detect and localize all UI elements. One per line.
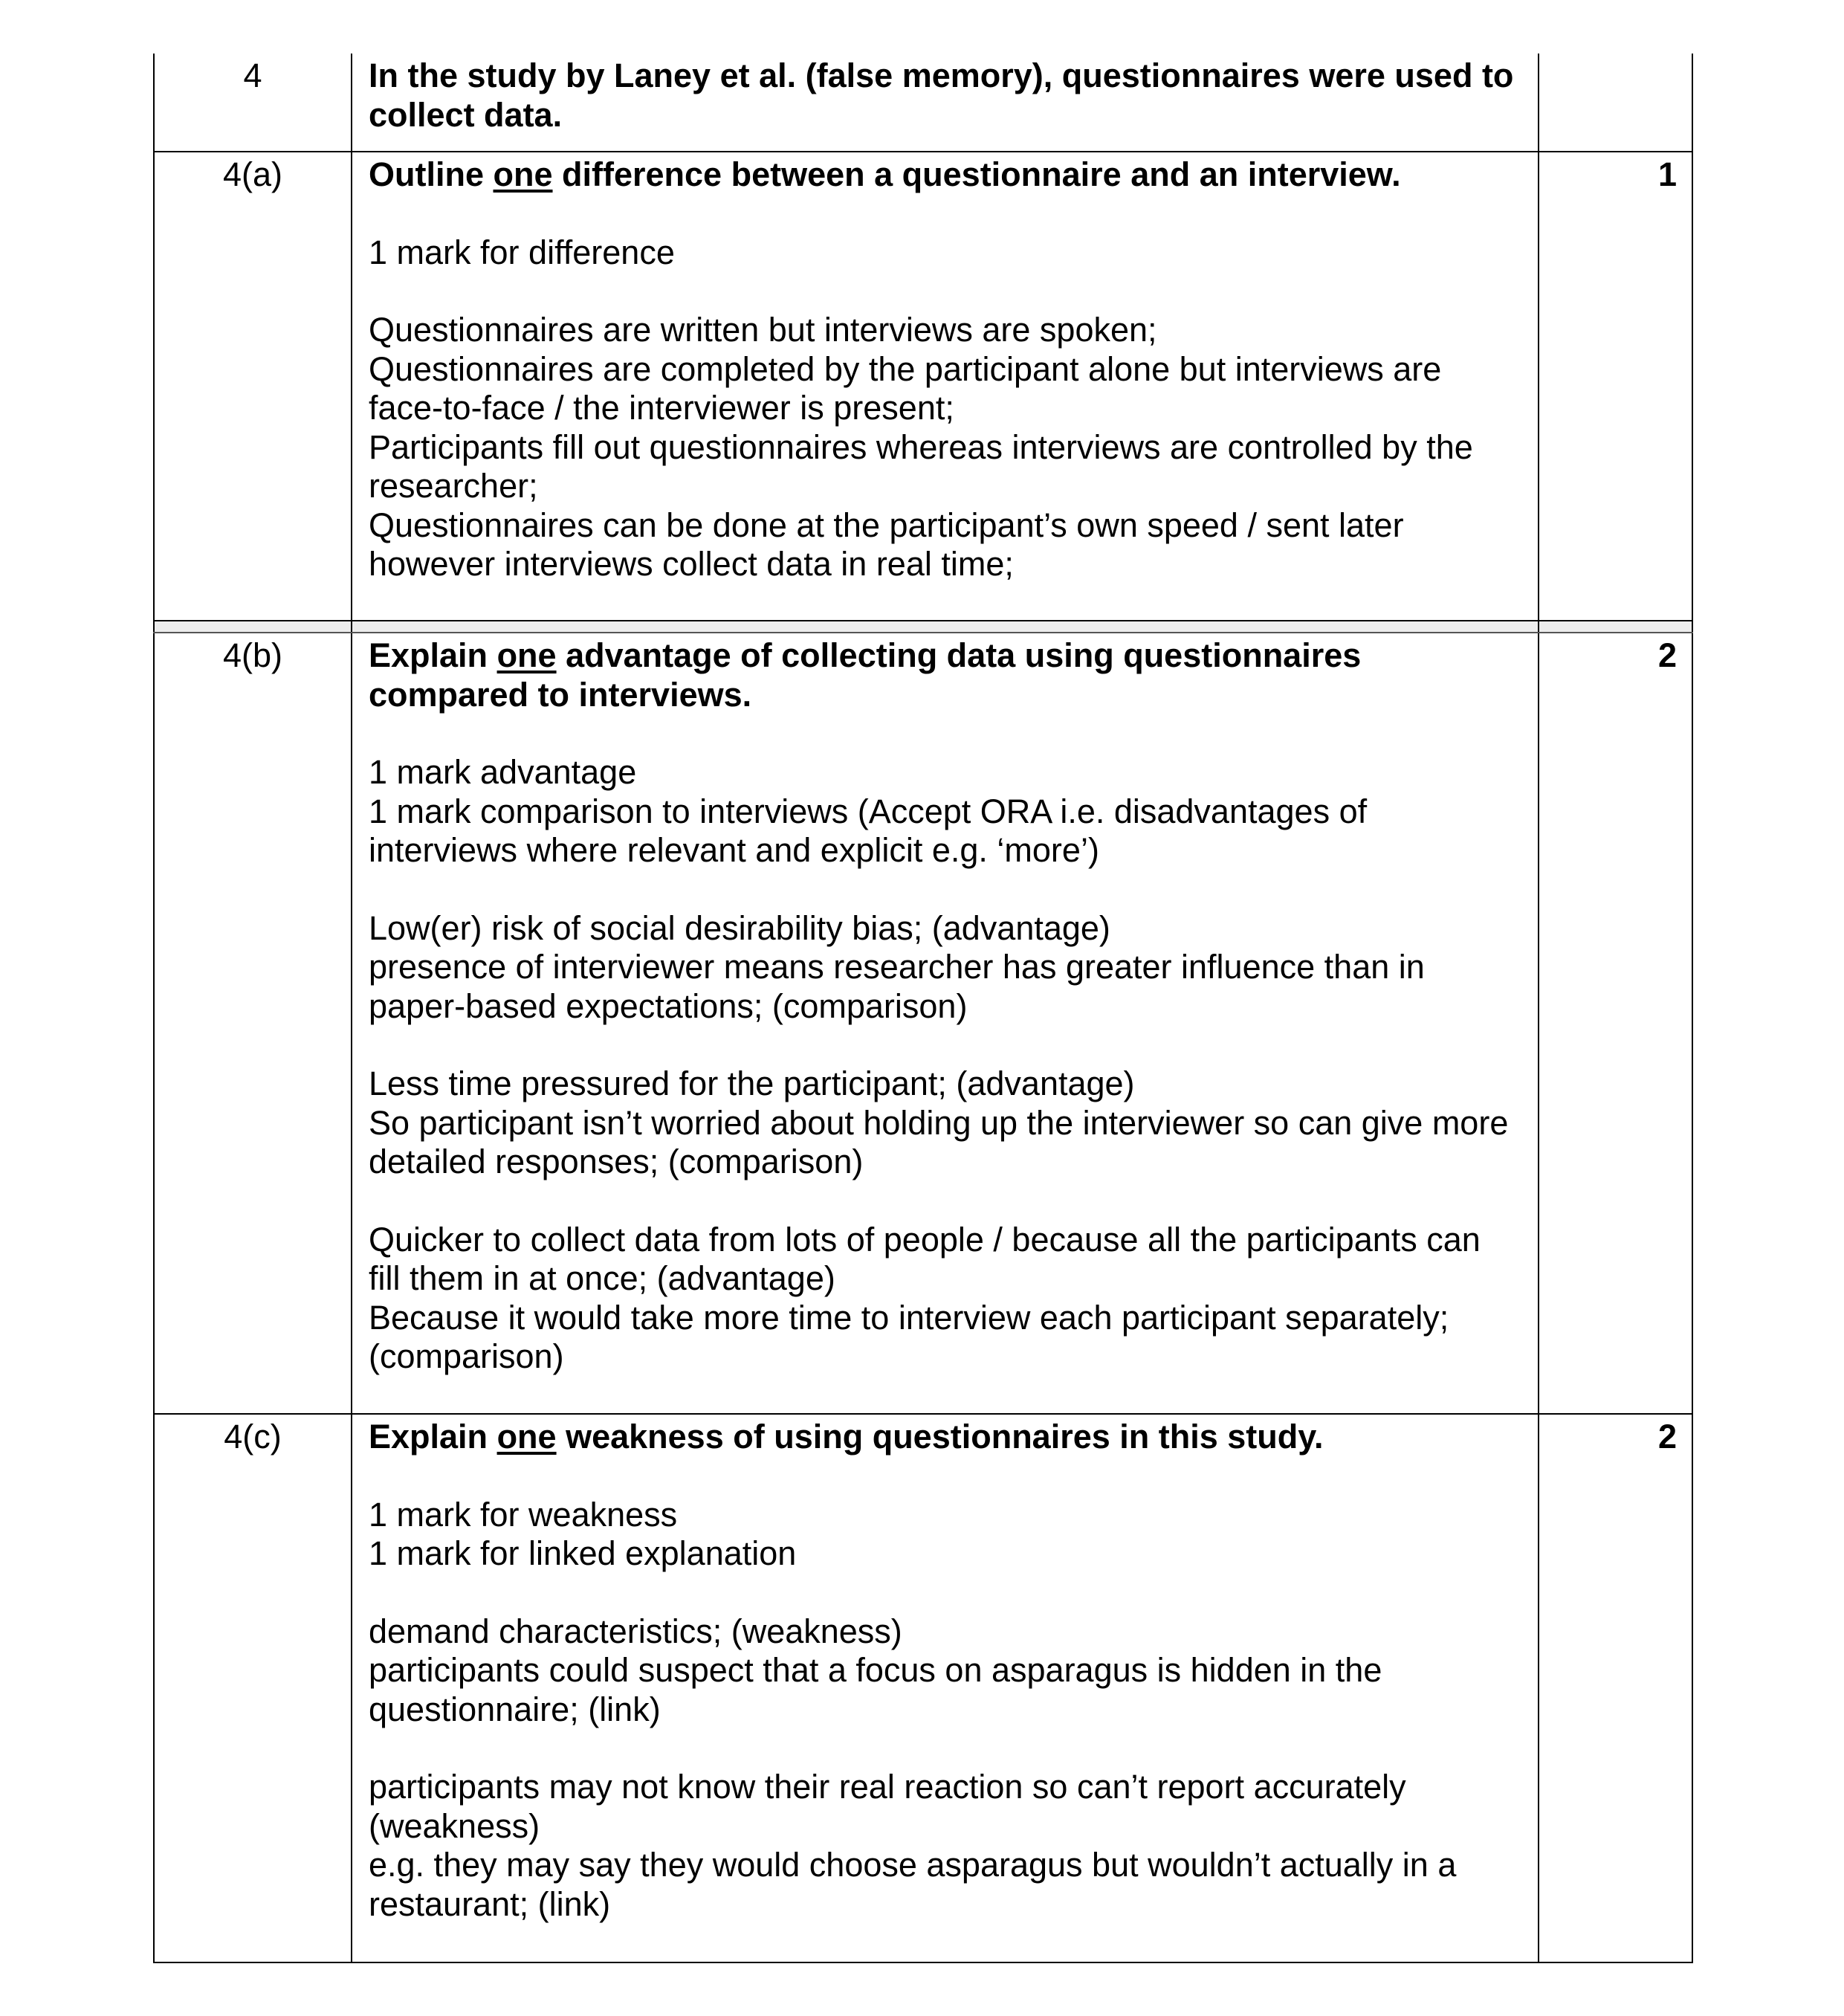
table-row-q4b — [154, 633, 1692, 1414]
answer-cell — [352, 633, 1539, 1414]
stem-emphasis: one — [493, 155, 553, 193]
answer-cell — [352, 54, 1539, 152]
stem-text: Outline — [369, 155, 494, 193]
answer-cell — [352, 1414, 1539, 1962]
answer-group — [369, 1768, 1520, 1924]
question-stem — [369, 155, 1520, 195]
question-number: 4(c) — [154, 1414, 352, 1962]
criteria-line: 1 mark for weakness — [369, 1495, 678, 1534]
answer-line: Less time pressured for the participant; (advantage) — [369, 1064, 1135, 1102]
marks-cell: 1 — [1539, 152, 1692, 621]
separator-cell — [1539, 621, 1692, 633]
answer-line: So participant isn’t worried about holding up the interviewer so can give more detailed responses; (comparison) — [369, 1103, 1509, 1180]
stem-emphasis: one — [496, 1418, 557, 1456]
marks-cell: 2 — [1539, 633, 1692, 1414]
stem-text: Explain — [369, 1418, 497, 1456]
stem-emphasis: one — [496, 636, 557, 674]
answer-line: presence of interviewer means researcher has greater influence than in paper-based expectations; (comparison) — [369, 948, 1425, 1025]
answer-group — [369, 909, 1520, 1027]
answer-group — [369, 1221, 1520, 1377]
table-row-q4c — [154, 1414, 1692, 1962]
stem-text: advantage of collecting data using questionnaires compared to interviews. — [369, 636, 1362, 714]
answer-cell — [352, 152, 1539, 621]
answer-line: e.g. they may say they would choose asparagus but wouldn’t actually in a restaurant; (link) — [369, 1846, 1457, 1923]
criteria-line: 1 mark comparison to interviews (Accept ORA i.e. disadvantages of interviews where relevant and explicit e.g. ‘more’) — [369, 792, 1368, 869]
row-separator — [154, 621, 1692, 633]
criteria-line: 1 mark for difference — [369, 233, 675, 271]
marking-criteria — [369, 753, 1520, 870]
answer-line: demand characteristics; (weakness) — [369, 1612, 902, 1650]
table-row-q4 — [154, 54, 1692, 152]
mark-scheme-table — [153, 54, 1693, 1963]
separator-cell — [352, 621, 1539, 633]
question-stem — [369, 1418, 1520, 1457]
answer-line: Questionnaires are written but interviews are spoken; — [369, 311, 1157, 349]
question-stem: In the study by Laney et al. (false memory), questionnaires were used to collect data. — [369, 56, 1514, 134]
separator-cell — [154, 621, 352, 633]
question-number: 4(a) — [154, 152, 352, 621]
question-stem — [369, 636, 1520, 714]
answer-group — [369, 1612, 1520, 1730]
answer-line: Questionnaires are completed by the participant alone but interviews are face-to-face / the interviewer is present; — [369, 349, 1442, 427]
stem-text: difference between a questionnaire and an interview. — [552, 155, 1401, 193]
stem-text: weakness of using questionnaires in this study. — [556, 1418, 1324, 1456]
answer-line: Questionnaires can be done at the participant’s own speed / sent later however interviews collect data in real time; — [369, 505, 1404, 583]
table-row-q4a — [154, 152, 1692, 621]
marking-criteria — [369, 233, 1520, 273]
marks-cell — [1539, 54, 1692, 152]
marking-criteria — [369, 1496, 1520, 1574]
answer-line: participants may not know their real reaction so can’t report accurately (weakness) — [369, 1768, 1406, 1845]
marks-cell: 2 — [1539, 1414, 1692, 1962]
criteria-line: 1 mark for linked explanation — [369, 1534, 797, 1572]
answer-line: Participants fill out questionnaires whereas interviews are controlled by the researcher; — [369, 427, 1473, 505]
question-number: 4 — [154, 54, 352, 152]
criteria-line: 1 mark advantage — [369, 753, 637, 791]
question-number: 4(b) — [154, 633, 352, 1414]
stem-text: Explain — [369, 636, 497, 674]
answer-group — [369, 1064, 1520, 1182]
answer-line: Because it would take more time to interview each participant separately; (comparison) — [369, 1298, 1449, 1375]
answer-line: Low(er) risk of social desirability bias; (advantage) — [369, 908, 1110, 947]
indicative-answers — [369, 311, 1520, 584]
answer-line: participants could suspect that a focus on asparagus is hidden in the questionnaire; (link) — [369, 1651, 1382, 1728]
answer-line: Quicker to collect data from lots of people / because all the participants can fill them in at once; (advantage) — [369, 1220, 1481, 1297]
